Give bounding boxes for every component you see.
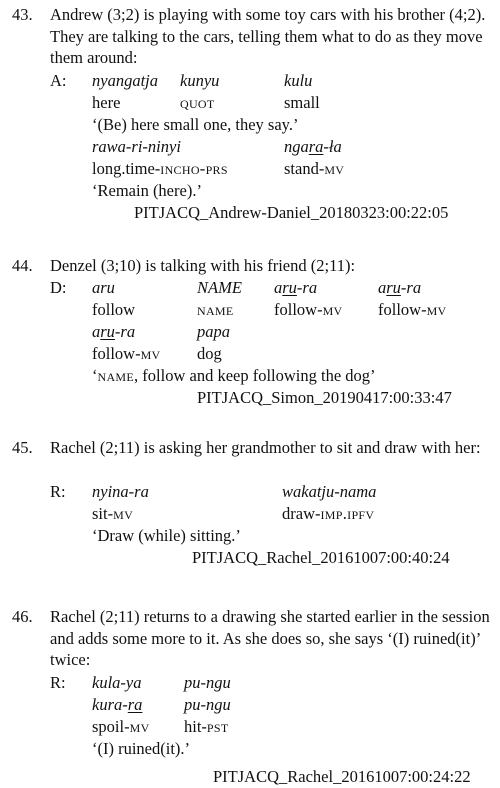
word-gloss: sit-mv [92, 504, 134, 523]
example-number: 46. [12, 607, 33, 626]
example-46 [0, 606, 500, 786]
word-form: pu-ngu [184, 695, 231, 714]
example-intro: Rachel (2;11) returns to a drawing she started earlier in the session and adds some more to it. As she does so, she says ‘(I) ruined(it)’ twice: [50, 607, 490, 669]
word-gloss: follow-mv [274, 300, 343, 319]
word-gloss: follow [92, 300, 136, 319]
word-form: aru-ra [378, 278, 422, 297]
source-citation: PITJACQ_Simon_20190417:00:33:47 [197, 388, 452, 407]
word-form: aru-ra [274, 278, 318, 297]
word-form: kula-ya [92, 673, 142, 692]
free-translation: ‘name, follow and keep following the dog’ [92, 366, 376, 385]
example-intro: Andrew (3;2) is playing with some toy cars with his brother (4;2). They are talking to the cars, telling them what to do as they move them around: [50, 5, 486, 67]
speaker-label: R: [50, 673, 66, 692]
word-gloss: dog [197, 344, 222, 363]
speaker-label: D: [50, 278, 67, 297]
example-45 [0, 437, 500, 587]
word-form: kura-ra [92, 695, 143, 714]
word-gloss: small [284, 93, 320, 112]
word-form: aru [92, 278, 115, 297]
word-gloss: here [92, 93, 121, 112]
word-gloss: follow-mv [378, 300, 447, 319]
example-number: 43. [12, 5, 33, 24]
word-gloss: hit-pst [184, 717, 229, 736]
example-intro: Rachel (2;11) is asking her grandmother to sit and draw with her: [50, 438, 481, 457]
word-form: kulu [284, 71, 313, 90]
word-form: nyina-ra [92, 482, 149, 501]
word-form: ngara-ła [284, 137, 342, 156]
word-gloss: quot [180, 93, 215, 112]
word-form: rawa-ri-ninyi [92, 137, 181, 156]
word-form: nyangatja [92, 71, 158, 90]
word-form: aru-ra [92, 322, 136, 341]
example-number: 44. [12, 256, 33, 275]
example-43 [0, 4, 500, 222]
word-form: wakatju-nama [282, 482, 377, 501]
free-translation: ‘(Be) here small one, they say.’ [92, 115, 299, 134]
word-form: papa [197, 322, 230, 341]
source-citation: PITJACQ_Andrew-Daniel_20180323:00:22:05 [134, 203, 449, 222]
word-gloss: spoil-mv [92, 717, 150, 736]
source-citation: PITJACQ_Rachel_20161007:00:24:22 [213, 767, 471, 786]
word-gloss: draw-imp.ipfv [282, 504, 375, 523]
word-gloss: stand-mv [284, 159, 345, 178]
free-translation: ‘Remain (here).’ [92, 181, 202, 200]
word-gloss: long.time-incho-prs [92, 159, 228, 178]
word-form: pu-ngu [184, 673, 231, 692]
example-intro: Denzel (3;10) is talking with his friend (2;11): [50, 256, 356, 275]
example-44 [0, 255, 500, 405]
free-translation: ‘(I) ruined(it).’ [92, 739, 191, 758]
example-number: 45. [12, 438, 33, 457]
word-gloss: follow-mv [92, 344, 161, 363]
word-gloss: name [197, 300, 234, 319]
word-form: NAME [197, 278, 242, 297]
speaker-label: R: [50, 482, 66, 501]
source-citation: PITJACQ_Rachel_20161007:00:40:24 [192, 548, 450, 567]
speaker-label: A: [50, 71, 67, 90]
word-form: kunyu [180, 71, 220, 90]
free-translation: ‘Draw (while) sitting.’ [92, 526, 241, 545]
